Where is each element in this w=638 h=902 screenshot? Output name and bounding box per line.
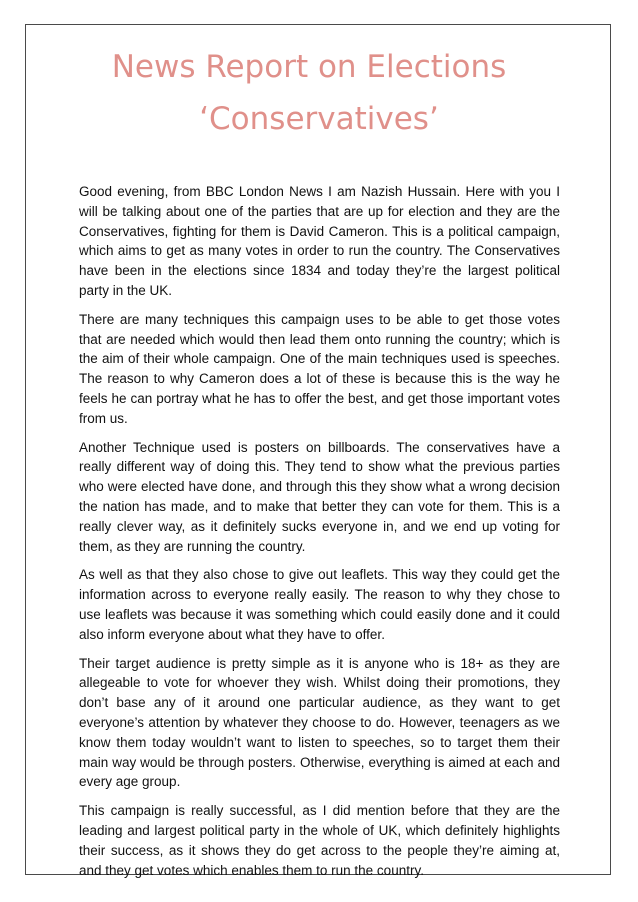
document-subtitle: ‘Conservatives’ (199, 101, 439, 137)
paragraph-techniques-speeches: There are many techniques this campaign uses to be able to get those votes that are needed which would then lead them onto running the country; which is the aim of their whole campaign. One of the main techniques used is speeches. The reason to why Cameron does a lot of these is because this is the way he feels he can portray what he has to offer the best, and get those important votes from us. (79, 311, 560, 426)
paragraph-posters: Another Technique used is posters on billboards. The conservatives have a really different way of doing this. They tend to show what the previous parties who were elected have done, and through this they show what a wrong decision the nation has made, and to make that better they can vote for them. This is a really clever way, as it definitely sucks everyone in, and we end up voting for them, as they are running the country. (79, 439, 560, 554)
paragraph-leaflets: As well as that they also chose to give out leaflets. This way they could get the information across to everyone really easily. The reason to why they chose to use leaflets was because it was something which could easily done and it could also inform everyone about what they have to offer. (79, 567, 560, 642)
document-title: News Report on Elections (111, 49, 507, 85)
paragraph-target-audience: Their target audience is pretty simple as it is anyone who is 18+ as they are allegeable to vote for whoever they wish. Whilst doing their promotions, they don’t base any of it around one particular audience, as they want to get everyone’s attention by whatever they choose to do. However, teenagers as we know them today wouldn’t want to listen to speeches, so to target them their main way would be through posters. Otherwise, everything is aimed at each and every age group. (79, 655, 560, 790)
paragraph-conclusion: This campaign is really successful, as I did mention before that they are the leading and largest political party in the whole of UK, which definitely highlights their success, as it shows they do get across to the people they’re aiming at, and they get votes which enables them to run the country. (79, 803, 560, 878)
paragraph-introduction: Good evening, from BBC London News I am Nazish Hussain. Here with you I will be talking about one of the parties that are up for election and they are the Conservatives, fighting for them is David Cameron. This is a political campaign, which aims to get as many votes in order to run the country. The Conservatives have been in the elections since 1834 and today they’re the largest political party in the UK. (79, 184, 560, 298)
report-body (79, 182, 560, 889)
